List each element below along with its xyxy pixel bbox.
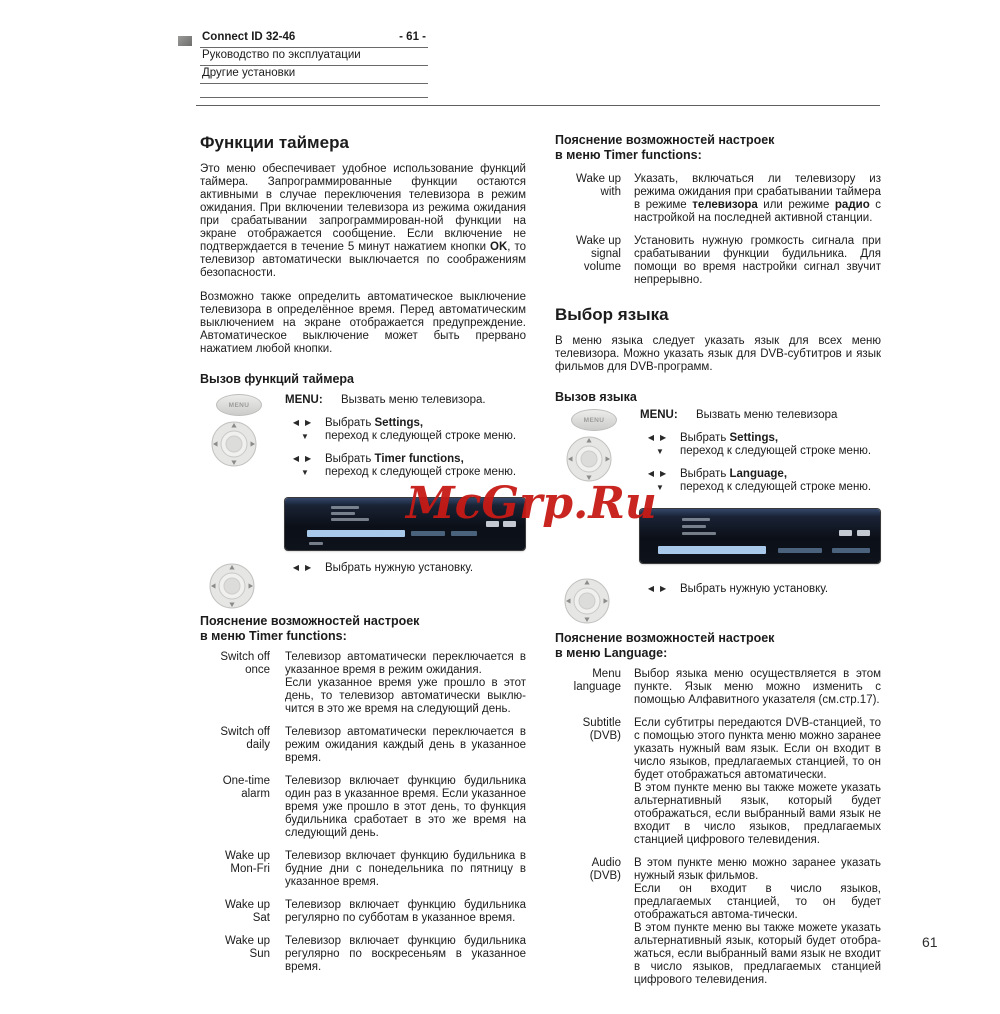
step-select-settings: ◀▶ ▼ Выбрать Settings, переход к следующей строке меню. (640, 432, 881, 458)
language-steps (555, 409, 881, 509)
page-header (200, 30, 428, 98)
menu-step-label: MENU: (640, 409, 678, 421)
page-divider (196, 105, 880, 106)
timer-call-heading: Вызов функций таймера (200, 372, 354, 386)
screen-highlight-row (307, 530, 405, 537)
language-call-heading: Вызов языка (555, 390, 637, 404)
left-column (200, 133, 526, 984)
step-select-settings: ◀▶ ▼ Выбрать Settings, переход к следующей строке меню. (285, 417, 526, 443)
menu-step-label: MENU: (285, 394, 323, 406)
definition-audio-dvb: Audio (DVB) В этом пункте меню можно заранее указать нужный язык фильмов. Если он входит в число языков, предлагаемых станцией, то он будет отображаться автома-тически. В этом пункте меню вы также можете указать альтернативный язык, который будет отобра-жаться, если выбранный вами язык не входит в число языков, предлагаемых станцией цифрового телевидения. (589, 857, 881, 986)
chapter-marker-icon (178, 36, 192, 46)
header-spacer (200, 84, 428, 98)
definition-wake-up-mon-fri: Wake up Mon-Fri Телевизор включает функцию будильника в будние дни с понедельника по пятницу в указанное время. (225, 850, 526, 888)
page-marker: - 61 - (399, 31, 426, 43)
language-definitions (555, 668, 881, 987)
manual-subtitle: Руководство по эксплуатации (200, 48, 428, 66)
navigation-ring-icon (563, 577, 611, 625)
language-explain-heading: Пояснение возможностей настроек в меню Language: (555, 631, 775, 660)
right-column (555, 133, 881, 997)
timer-intro-paragraph-2: Возможно также определить автоматическое выключение телевизора в определённое время. Перед автоматическим выключением на экране отображается предупреждение. Автоматическое выключение может быть прервано нажатием любой кнопки. (200, 291, 526, 355)
definition-wake-up-with: Wake up with Указать, включаться ли телевизору из режима ожидания при срабатывании таймера в режиме телевизора или режиме радио с настройкой на последней активной станции. (576, 173, 881, 224)
timer-explain-right-heading: Пояснение возможностей настроек в меню Timer functions: (555, 133, 775, 162)
timer-explain-definitions (555, 173, 881, 287)
arrow-keys-icon: ◀▶ ▼ (292, 454, 318, 477)
language-select-step (555, 575, 881, 625)
menu-button-icon: MENU (216, 394, 262, 416)
tv-menu-screenshot-language (640, 509, 880, 563)
timer-intro-paragraph-1: Это меню обеспечивает удобное использование функций таймера. Запрограммированные функции остаются активными в случае переключения телевизора в режим ожидания. При включении телевизора из режима ожидания при срабатывании запрограммирован-ной функции на экране отображается сообщение. Если включение не подтверждается в течение 5 минут нажатием кнопки OK, то телевизор автоматически выключается по соображениям безопасности. (200, 163, 526, 279)
site-watermark: McGrp.Ru (406, 478, 657, 529)
menu-step-text: Вызвать меню телевизора (696, 409, 838, 421)
definition-wake-up-sat: Wake up Sat Телевизор включает функцию будильника регулярно по субботам в указанное время. (225, 899, 526, 924)
navigation-ring-icon (210, 420, 258, 468)
definition-one-time-alarm: One-time alarm Телевизор включает функцию будильника один раз в указанное время. Если указанное время уже прошло в этот день, то функция будильника сработает в это же время на следующий день. (222, 775, 526, 839)
definition-switch-off-once: Switch off once Телевизор автоматически переключается в указанное время в режим ожидания. Если указанное время уже прошло в этот день, то телевизор автоматически выклю-чится в это же время на следующий день. (220, 651, 526, 715)
screen-key-hint (486, 521, 499, 527)
navigation-ring-icon (208, 562, 256, 610)
arrow-keys-icon: ◀▶ ▼ (292, 418, 318, 441)
step-select-timer-functions: ◀▶ ▼ Выбрать Timer functions, переход к следующей строке меню. (285, 453, 526, 479)
definition-switch-off-daily: Switch off daily Телевизор автоматически переключается в режим ожидания каждый день в указанное время. (220, 726, 526, 764)
arrow-keys-icon: ◀▶ (647, 584, 673, 593)
section-title-timer: Функции таймера (200, 133, 349, 152)
section-title-language: Выбор языка (555, 305, 669, 324)
page-number: 61 (922, 934, 938, 950)
screen-highlight-row (658, 546, 766, 554)
definition-subtitle-dvb: Subtitle (DVB) Если субтитры передаются DVB-станцией, то с помощью этого пункта меню можно заранее указать нужный вам язык. Если он входит в число языков, предлагаемых станцией, то он будет отображаться автоматически. В этом пункте меню вы также можете указать альтернативный язык, который будет отображаться, если выбранный вами язык не входит в число языков, предлагаемых станцией цифрового телевидения. (582, 717, 881, 846)
timer-select-step (200, 562, 526, 612)
menu-button-icon: MENU (571, 409, 617, 431)
arrow-keys-icon: ◀▶ ▼ (647, 469, 673, 492)
timer-explain-heading: Пояснение возможностей настроек в меню Timer functions: (200, 614, 420, 643)
language-intro-paragraph: В меню языка следует указать язык для всех меню телевизора. Можно указать язык для DVB-субтитров и язык фильмов для DVB-программ. (555, 335, 881, 373)
chapter-title: Другие установки (200, 66, 428, 84)
definition-wake-up-sun: Wake up Sun Телевизор включает функцию будильника регулярно по воскресеньям в указанное время. (225, 935, 526, 973)
select-setting-text: Выбрать нужную установку. (325, 562, 474, 574)
step-select-language: ◀▶ ▼ Выбрать Language, переход к следующей строке меню. (640, 468, 881, 494)
navigation-ring-icon (565, 435, 613, 483)
screen-key-hint (503, 521, 516, 527)
tv-menu-screenshot-timer (285, 498, 525, 550)
definition-wake-up-signal-volume: Wake up signal volume Установить нужную громкость сигнала при срабатывании функции будильника. Для помощи во время настройки сигнал звучит непрерывно. (576, 235, 881, 286)
select-setting-text: Выбрать нужную установку. (680, 583, 829, 595)
screen-key-hint (839, 530, 852, 536)
screen-key-hint (857, 530, 870, 536)
timer-steps (200, 394, 526, 498)
arrow-keys-icon: ◀▶ ▼ (647, 433, 673, 456)
menu-step-text: Вызвать меню телевизора. (341, 394, 486, 406)
product-title: Connect ID 32-46 (202, 31, 296, 43)
definition-menu-language: Menu language Выбор языка меню осуществляется в этом пункте. Язык меню можно изменить с помощью Алфавитного указателя (см.стр.17). (573, 668, 881, 706)
arrow-keys-icon: ◀▶ (292, 563, 318, 572)
timer-definitions (200, 651, 526, 974)
